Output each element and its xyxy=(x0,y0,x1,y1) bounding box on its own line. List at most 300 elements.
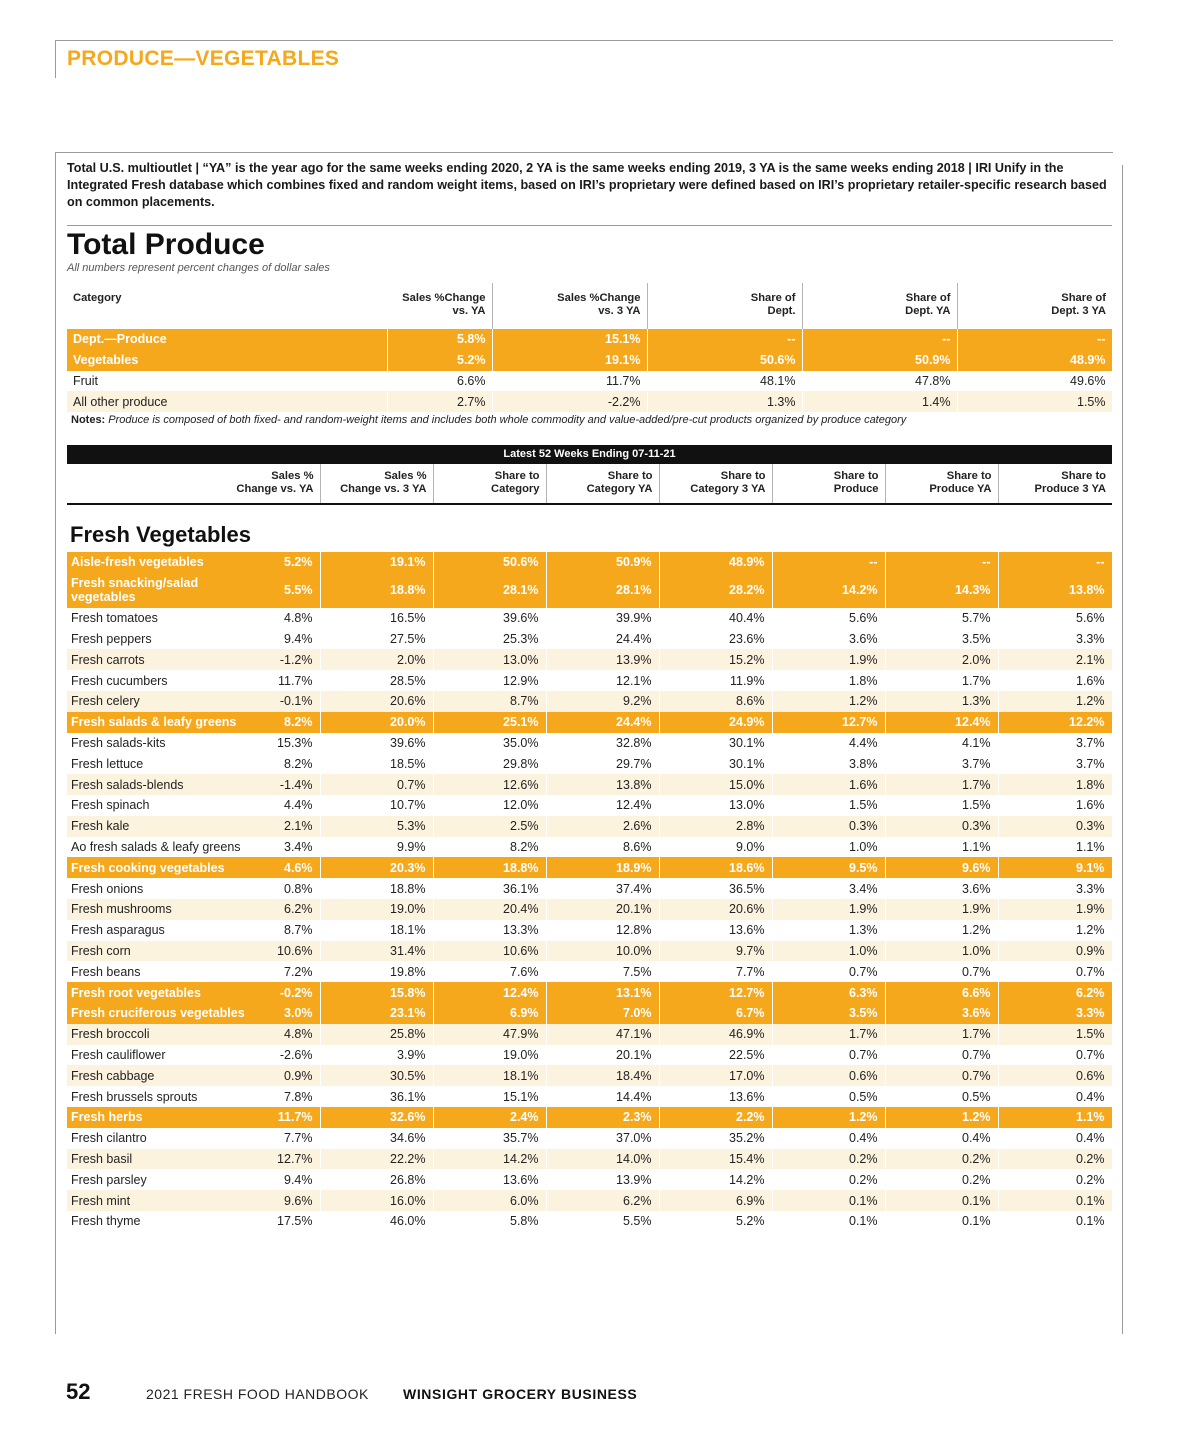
table-cell: 28.1% xyxy=(433,573,546,608)
table-cell: 9.5% xyxy=(772,857,885,878)
total-produce-column-header: Share of Dept. 3 YA xyxy=(1051,292,1106,317)
total-produce-row xyxy=(67,329,1112,350)
row-label-text: Fresh asparagus xyxy=(71,923,165,938)
table-cell: 3.3% xyxy=(998,878,1112,899)
row-label-text: Fresh cruciferous vegetables xyxy=(71,1006,245,1021)
table-cell: 8.6% xyxy=(659,691,772,712)
total-produce-row xyxy=(67,371,1112,392)
row-label-text: Fresh spinach xyxy=(71,798,150,813)
table-cell: 2.0% xyxy=(320,649,433,670)
row-label xyxy=(67,1045,320,1066)
table-cell: 0.1% xyxy=(885,1211,998,1232)
table-cell: 11.9% xyxy=(659,670,772,691)
table-cell: 0.4% xyxy=(998,1128,1112,1149)
table-cell: 18.4% xyxy=(546,1065,659,1086)
table-cell: 14.3% xyxy=(885,573,998,608)
table-cell: 23.1% xyxy=(320,1003,433,1024)
table-cell-value: -1.2% xyxy=(279,652,313,667)
table-cell: 5.8% xyxy=(433,1211,546,1232)
table-cell: 0.2% xyxy=(885,1169,998,1190)
table-cell: 47.9% xyxy=(433,1024,546,1045)
table-cell: 0.9% xyxy=(998,941,1112,962)
table-cell: 9.7% xyxy=(659,941,772,962)
table-cell: 15.1% xyxy=(492,329,647,350)
table-cell: 23.6% xyxy=(659,629,772,650)
table-cell: 25.1% xyxy=(433,712,546,733)
table-cell: 3.4% xyxy=(772,878,885,899)
table-cell: 0.7% xyxy=(885,961,998,982)
table-cell: 3.3% xyxy=(998,1003,1112,1024)
fresh-vegetables-row xyxy=(67,1086,1112,1107)
table-cell: 50.9% xyxy=(546,552,659,573)
row-label xyxy=(67,878,320,899)
fresh-vegetables-row xyxy=(67,878,1112,899)
table-cell: 12.7% xyxy=(772,712,885,733)
table-cell: 2.5% xyxy=(433,816,546,837)
row-label-text: Fresh onions xyxy=(71,881,144,896)
table-cell: 22.5% xyxy=(659,1045,772,1066)
row-label: All other produce xyxy=(67,391,387,412)
row-label xyxy=(67,753,320,774)
table-cell-value: 10.6% xyxy=(277,943,313,958)
table-cell: 1.5% xyxy=(957,391,1112,412)
table-cell: 1.6% xyxy=(772,774,885,795)
table-cell: 14.0% xyxy=(546,1149,659,1170)
fresh-vegetables-row xyxy=(67,670,1112,691)
table-cell: 18.1% xyxy=(320,920,433,941)
table-cell: 32.8% xyxy=(546,733,659,754)
table-cell: 1.7% xyxy=(885,670,998,691)
fresh-vegetables-row xyxy=(67,837,1112,858)
table-cell: 7.7% xyxy=(659,961,772,982)
table-cell: 3.7% xyxy=(885,753,998,774)
table-cell: 29.8% xyxy=(433,753,546,774)
table-cell: 36.1% xyxy=(433,878,546,899)
table-cell: 12.4% xyxy=(885,712,998,733)
table-cell: 47.1% xyxy=(546,1024,659,1045)
row-label-text: Fresh brussels sprouts xyxy=(71,1089,198,1104)
table-cell: 3.6% xyxy=(772,629,885,650)
table-cell: 50.6% xyxy=(647,350,802,371)
row-label xyxy=(67,774,320,795)
table-cell: 1.2% xyxy=(885,1107,998,1128)
row-label xyxy=(67,608,320,629)
table-cell: 1.9% xyxy=(772,899,885,920)
row-label xyxy=(67,899,320,920)
table-cell: 24.9% xyxy=(659,712,772,733)
table-cell: 36.5% xyxy=(659,878,772,899)
row-label-text: Fresh snacking/salad vegetables xyxy=(71,576,199,605)
table-cell-value: 2.1% xyxy=(284,819,313,834)
row-label xyxy=(67,1003,320,1024)
table-cell: 17.0% xyxy=(659,1065,772,1086)
table-cell: 3.9% xyxy=(320,1045,433,1066)
table-cell: -2.2% xyxy=(492,391,647,412)
table-cell-value: 7.2% xyxy=(284,964,313,979)
table-cell-value: 11.7% xyxy=(277,673,313,688)
row-label xyxy=(67,961,320,982)
table-cell-value: 7.7% xyxy=(284,1131,313,1146)
table-cell: 18.8% xyxy=(320,878,433,899)
table-cell-value: 9.4% xyxy=(284,1172,313,1187)
fresh-vegetables-row xyxy=(67,795,1112,816)
row-label-text: Fresh celery xyxy=(71,694,140,709)
table-cell: 18.8% xyxy=(320,573,433,608)
fresh-vegetables-header xyxy=(67,464,1112,505)
row-label-text: Fresh thyme xyxy=(71,1214,141,1229)
right-margin-rule xyxy=(1122,165,1123,1334)
fresh-vegetables-column-header: Share to Category 3 YA xyxy=(659,464,772,504)
row-label-text: Fresh mint xyxy=(71,1193,131,1208)
fresh-vegetables-row xyxy=(67,1190,1112,1211)
table-cell: 0.1% xyxy=(772,1211,885,1232)
period-bar: Latest 52 Weeks Ending 07-11-21 xyxy=(67,445,1112,464)
table-cell-value: 7.8% xyxy=(284,1089,313,1104)
table-cell: 1.0% xyxy=(885,941,998,962)
table-cell: 7.0% xyxy=(546,1003,659,1024)
table-cell: 2.0% xyxy=(885,649,998,670)
table-cell: 1.5% xyxy=(885,795,998,816)
notes-text: Produce is composed of both fixed- and random-weight items and includes both whole commodity and value-added/pre-cut products organized by produce category xyxy=(108,414,907,426)
footer-publisher: WINSIGHT GROCERY BUSINESS xyxy=(403,1386,638,1402)
table-cell: 0.4% xyxy=(772,1128,885,1149)
table-cell: 2.2% xyxy=(659,1107,772,1128)
fresh-vegetables-column-header: Sales % Change vs. 3 YA xyxy=(320,464,433,504)
table-cell: 50.9% xyxy=(802,350,957,371)
table-cell: 8.7% xyxy=(433,691,546,712)
row-label xyxy=(67,1065,320,1086)
fresh-vegetables-row xyxy=(67,629,1112,650)
table-cell: 6.2% xyxy=(546,1190,659,1211)
fresh-vegetables-row xyxy=(67,1107,1112,1128)
fresh-vegetables-row xyxy=(67,1065,1112,1086)
table-cell: 13.1% xyxy=(546,982,659,1003)
total-produce-column-header: Share of Dept. YA xyxy=(802,283,957,329)
table-cell: 13.9% xyxy=(546,1169,659,1190)
table-cell: 25.3% xyxy=(433,629,546,650)
table-cell-value: 4.8% xyxy=(284,1027,313,1042)
table-cell: 1.1% xyxy=(998,837,1112,858)
table-cell: 0.7% xyxy=(998,961,1112,982)
fresh-vegetables-row xyxy=(67,691,1112,712)
table-cell: 20.3% xyxy=(320,857,433,878)
total-produce-column-header: Share of Dept. xyxy=(647,283,802,329)
total-produce-header-row xyxy=(67,283,1112,329)
top-left-rule xyxy=(55,40,56,78)
table-cell: 37.0% xyxy=(546,1128,659,1149)
row-label-text: Fresh salads-kits xyxy=(71,735,166,750)
table-cell: 4.1% xyxy=(885,733,998,754)
row-label xyxy=(67,816,320,837)
row-label-text: Fresh mushrooms xyxy=(71,902,172,917)
table-cell: 16.5% xyxy=(320,608,433,629)
table-cell: 0.3% xyxy=(885,816,998,837)
table-cell: 39.6% xyxy=(433,608,546,629)
table-cell-value: 8.2% xyxy=(284,715,313,730)
table-cell: 27.5% xyxy=(320,629,433,650)
table-cell: 0.4% xyxy=(998,1086,1112,1107)
fresh-vegetables-column-header: Share to Produce 3 YA xyxy=(1034,470,1107,495)
table-cell: 2.8% xyxy=(659,816,772,837)
table-cell: 5.6% xyxy=(998,608,1112,629)
table-cell: 0.7% xyxy=(772,1045,885,1066)
table-cell: 28.2% xyxy=(659,573,772,608)
row-label-text: Fresh carrots xyxy=(71,652,145,667)
table-cell: 3.8% xyxy=(772,753,885,774)
table-cell: 1.2% xyxy=(998,691,1112,712)
table-cell: 0.3% xyxy=(772,816,885,837)
table-cell: 13.8% xyxy=(546,774,659,795)
table-cell: 31.4% xyxy=(320,941,433,962)
table-cell: 16.0% xyxy=(320,1190,433,1211)
table-cell: 3.7% xyxy=(998,753,1112,774)
table-cell: 1.9% xyxy=(998,899,1112,920)
table-cell-value: 0.9% xyxy=(284,1068,313,1083)
table-cell: 5.5% xyxy=(546,1211,659,1232)
table-cell: 8.6% xyxy=(546,837,659,858)
table-cell: 0.7% xyxy=(320,774,433,795)
table-cell: 3.5% xyxy=(772,1003,885,1024)
table-cell: 0.2% xyxy=(885,1149,998,1170)
total-produce-column-header: Category xyxy=(73,292,122,304)
table-cell: 18.6% xyxy=(659,857,772,878)
table-cell: 1.0% xyxy=(772,837,885,858)
table-cell: 14.4% xyxy=(546,1086,659,1107)
row-label-text: Fresh cooking vegetables xyxy=(71,860,225,875)
intro-bottom-rule xyxy=(67,225,1112,226)
row-label: Vegetables xyxy=(67,350,387,371)
table-cell: 6.0% xyxy=(433,1190,546,1211)
table-cell: 2.4% xyxy=(433,1107,546,1128)
table-cell: 9.1% xyxy=(998,857,1112,878)
table-cell: 9.2% xyxy=(546,691,659,712)
row-label xyxy=(67,857,320,878)
total-produce-table xyxy=(67,283,1113,412)
fresh-vegetables-row xyxy=(67,1003,1112,1024)
table-cell: 12.0% xyxy=(433,795,546,816)
table-cell: 1.2% xyxy=(772,691,885,712)
row-label-text: Ao fresh salads & leafy greens xyxy=(71,839,241,854)
table-cell: 20.6% xyxy=(659,899,772,920)
table-cell: 12.6% xyxy=(433,774,546,795)
table-cell: 2.1% xyxy=(998,649,1112,670)
table-cell: 1.0% xyxy=(772,941,885,962)
fresh-vegetables-header-row xyxy=(67,464,1112,504)
table-cell: 30.1% xyxy=(659,733,772,754)
total-produce-title: Total Produce xyxy=(67,228,265,261)
row-label xyxy=(67,1128,320,1149)
table-cell: 46.0% xyxy=(320,1211,433,1232)
table-cell: 5.2% xyxy=(659,1211,772,1232)
table-cell: 13.9% xyxy=(546,649,659,670)
intro-paragraph: Total U.S. multioutlet | “YA” is the year ago for the same weeks ending 2020, 2 YA is the same weeks ending 2019, 3 YA is the same weeks ending 2018 | IRI Unify in the Integrated Fresh database which combines fixed and random weight items, based on IRI’s proprietary were defined based on IRI’s proprietary retailer-specific research based on common placements. xyxy=(67,161,1107,209)
table-cell: 1.3% xyxy=(772,920,885,941)
table-cell-value: 9.6% xyxy=(284,1193,313,1208)
row-label-text: Fresh basil xyxy=(71,1151,133,1166)
table-cell-value: -1.4% xyxy=(279,777,313,792)
fresh-vegetables-row xyxy=(67,1024,1112,1045)
table-cell: 13.6% xyxy=(659,1086,772,1107)
table-cell: 1.3% xyxy=(885,691,998,712)
table-cell: 47.8% xyxy=(802,371,957,392)
table-cell: 18.5% xyxy=(320,753,433,774)
table-cell-value: -0.1% xyxy=(279,694,313,709)
table-cell: 25.8% xyxy=(320,1024,433,1045)
section-label: PRODUCE—VEGETABLES xyxy=(67,47,340,70)
table-cell-value: -2.6% xyxy=(279,1047,313,1062)
table-cell: 1.2% xyxy=(885,920,998,941)
row-label: Dept.—Produce xyxy=(67,329,387,350)
table-cell: 6.2% xyxy=(998,982,1112,1003)
table-cell: 1.5% xyxy=(772,795,885,816)
table-cell: 1.5% xyxy=(998,1024,1112,1045)
table-cell: 13.8% xyxy=(998,573,1112,608)
table-cell: 4.4% xyxy=(772,733,885,754)
table-cell: 0.6% xyxy=(772,1065,885,1086)
row-label xyxy=(67,552,320,573)
table-cell: 13.6% xyxy=(659,920,772,941)
fresh-vegetables-row xyxy=(67,552,1112,573)
row-label xyxy=(67,1107,320,1128)
table-cell: 3.6% xyxy=(885,1003,998,1024)
table-cell: 20.0% xyxy=(320,712,433,733)
table-cell: 26.8% xyxy=(320,1169,433,1190)
table-cell: 13.0% xyxy=(659,795,772,816)
table-cell: 28.1% xyxy=(546,573,659,608)
row-label-text: Fresh broccoli xyxy=(71,1027,150,1042)
table-cell-value: 3.0% xyxy=(284,1006,313,1021)
table-cell: 12.9% xyxy=(433,670,546,691)
table-cell: 18.9% xyxy=(546,857,659,878)
fresh-vegetables-row xyxy=(67,1211,1112,1232)
table-cell: 1.4% xyxy=(802,391,957,412)
fresh-vegetables-row xyxy=(67,857,1112,878)
table-cell: -- xyxy=(647,329,802,350)
fresh-vegetables-column-header: Share to Produce xyxy=(772,464,885,504)
row-label-text: Fresh parsley xyxy=(71,1172,147,1187)
fresh-vegetables-column-header: Sales % Change vs. YA xyxy=(67,464,320,504)
fresh-vegetables-row xyxy=(67,920,1112,941)
table-cell-value: 12.7% xyxy=(277,1151,313,1166)
total-produce-row xyxy=(67,391,1112,412)
fresh-vegetables-row xyxy=(67,608,1112,629)
table-cell: 19.0% xyxy=(320,899,433,920)
fresh-vegetables-row xyxy=(67,733,1112,754)
table-cell: 37.4% xyxy=(546,878,659,899)
table-cell: 12.7% xyxy=(659,982,772,1003)
table-cell: 19.1% xyxy=(320,552,433,573)
table-cell: 5.2% xyxy=(387,350,492,371)
page-number: 52 xyxy=(66,1379,91,1404)
table-cell: 15.8% xyxy=(320,982,433,1003)
row-label-text: Aisle-fresh vegetables xyxy=(71,555,204,570)
table-cell: 3.5% xyxy=(885,629,998,650)
table-cell: 35.0% xyxy=(433,733,546,754)
table-cell: 15.2% xyxy=(659,649,772,670)
table-cell: 1.6% xyxy=(998,670,1112,691)
table-cell: 3.6% xyxy=(885,878,998,899)
table-cell: 0.4% xyxy=(885,1128,998,1149)
fresh-vegetables-row xyxy=(67,774,1112,795)
table-cell: 1.9% xyxy=(772,649,885,670)
table-cell-value: 8.2% xyxy=(284,756,313,771)
fresh-vegetables-row xyxy=(67,1045,1112,1066)
table-cell: 12.1% xyxy=(546,670,659,691)
left-margin-rule xyxy=(55,152,56,1334)
row-label-text: Fresh tomatoes xyxy=(71,611,158,626)
table-cell: 6.7% xyxy=(659,1003,772,1024)
row-label xyxy=(67,1086,320,1107)
row-label-text: Fresh peppers xyxy=(71,631,152,646)
row-label xyxy=(67,795,320,816)
total-produce-row xyxy=(67,350,1112,371)
table-cell: 36.1% xyxy=(320,1086,433,1107)
table-cell: 19.1% xyxy=(492,350,647,371)
table-cell: 0.2% xyxy=(998,1169,1112,1190)
table-cell: 3.7% xyxy=(998,733,1112,754)
row-label-text: Fresh beans xyxy=(71,964,141,979)
row-label xyxy=(67,670,320,691)
table-cell: 14.2% xyxy=(659,1169,772,1190)
table-cell: -- xyxy=(957,329,1112,350)
table-cell: 1.8% xyxy=(998,774,1112,795)
fresh-vegetables-row xyxy=(67,816,1112,837)
table-cell-value: 5.5% xyxy=(284,583,313,598)
table-cell: 50.6% xyxy=(433,552,546,573)
fresh-vegetables-row xyxy=(67,961,1112,982)
fresh-vegetables-row xyxy=(67,1169,1112,1190)
fresh-vegetables-row xyxy=(67,712,1112,733)
table-cell: 22.2% xyxy=(320,1149,433,1170)
table-cell: 12.8% xyxy=(546,920,659,941)
row-label-text: Fresh lettuce xyxy=(71,756,144,771)
notes xyxy=(71,414,906,426)
row-label xyxy=(67,573,320,608)
fresh-vegetables-title: Fresh Vegetables xyxy=(70,522,251,547)
table-cell: 0.2% xyxy=(772,1149,885,1170)
total-produce-column-header: Sales %Change vs. YA xyxy=(387,283,492,329)
fresh-vegetables-row xyxy=(67,1128,1112,1149)
table-cell: 0.1% xyxy=(998,1190,1112,1211)
table-cell: 18.1% xyxy=(433,1065,546,1086)
table-cell: 14.2% xyxy=(772,573,885,608)
table-cell: 20.1% xyxy=(546,899,659,920)
table-cell: 20.4% xyxy=(433,899,546,920)
table-cell: 6.9% xyxy=(659,1190,772,1211)
table-cell: 46.9% xyxy=(659,1024,772,1045)
table-cell: 6.6% xyxy=(387,371,492,392)
table-cell-value: 4.8% xyxy=(284,611,313,626)
table-cell: 0.2% xyxy=(998,1149,1112,1170)
row-label-text: Fresh salads & leafy greens xyxy=(71,715,237,730)
fresh-vegetables-row xyxy=(67,1149,1112,1170)
table-cell: 13.3% xyxy=(433,920,546,941)
table-cell: 0.7% xyxy=(885,1065,998,1086)
row-label xyxy=(67,733,320,754)
notes-label: Notes: xyxy=(71,414,106,426)
row-label xyxy=(67,1024,320,1045)
table-cell: 24.4% xyxy=(546,629,659,650)
row-label-text: Fresh herbs xyxy=(71,1110,143,1125)
table-cell-value: 3.4% xyxy=(284,839,313,854)
table-cell: 10.0% xyxy=(546,941,659,962)
table-cell: 9.0% xyxy=(659,837,772,858)
row-label-text: Fresh cabbage xyxy=(71,1068,155,1083)
fresh-vegetables-column-header: Share to Category xyxy=(433,464,546,504)
table-cell: 0.1% xyxy=(998,1211,1112,1232)
table-cell: 30.1% xyxy=(659,753,772,774)
row-label-text: Fresh kale xyxy=(71,819,130,834)
